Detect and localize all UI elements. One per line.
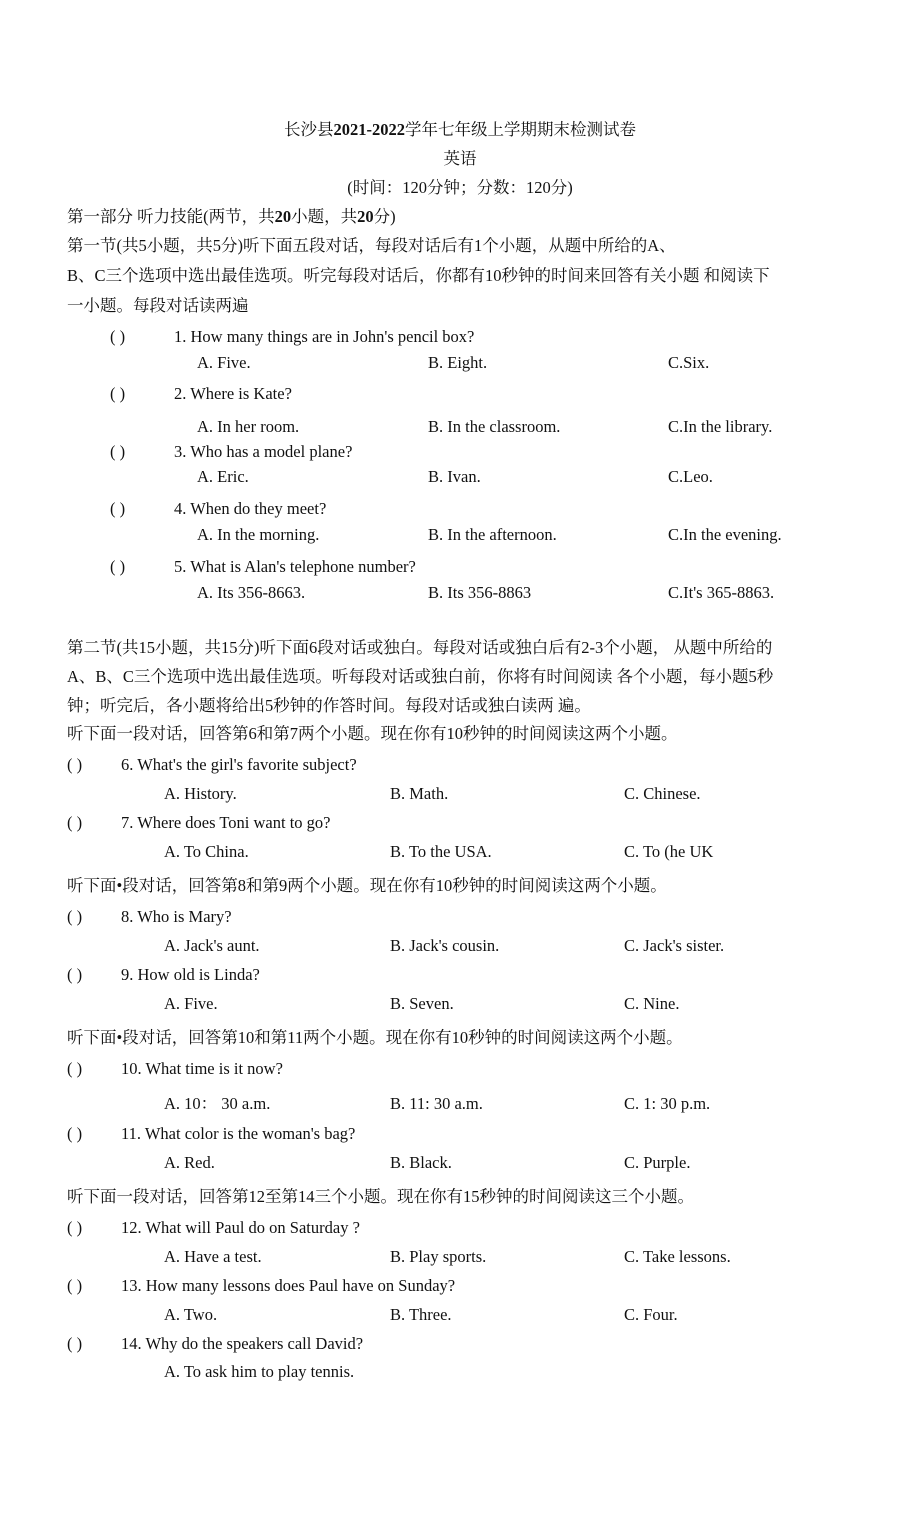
option-c: C. 1: 30 p.m. [624,1094,711,1113]
exam-subject: 英语 [443,149,477,168]
option-b: B. Three. [390,1305,452,1324]
question-stem: 4. When do they meet? [174,499,327,518]
option-c: C. Chinese. [624,784,701,803]
answer-bracket[interactable]: ( ) [110,442,126,461]
section1-intro-line: 一小题。每段对话读两遍 [67,296,249,315]
question-stem: 9. How old is Linda? [121,965,260,984]
option-c: C.In the evening. [668,525,782,544]
option-b: B. In the afternoon. [428,525,557,544]
option-a: A. Have a test. [164,1247,262,1266]
option-a: A. Eric. [197,467,249,486]
question-stem: 1. How many things are in John's pencil box? [174,327,475,346]
question-stem: 10. What time is it now? [121,1059,283,1078]
question-stem: 13. How many lessons does Paul have on Sunday? [121,1276,456,1295]
option-a: A. To China. [164,842,249,861]
question-stem: 3. Who has a model plane? [174,442,353,461]
option-b: B. Seven. [390,994,454,1013]
answer-bracket[interactable]: ( ) [67,907,83,926]
title-rest: 学年七年级上学期期末检测试卷 [405,120,636,139]
option-c: C. Four. [624,1305,678,1324]
option-b: B. In the classroom. [428,417,561,436]
part1-heading-pre: 第一部分 听力技能(两节，共 [67,207,275,226]
question-stem: 7. Where does Toni want to go? [121,813,331,832]
option-a: A. In the morning. [197,525,320,544]
answer-bracket[interactable]: ( ) [67,1334,83,1353]
part1-heading-num1: 20 [274,207,292,226]
option-c: C. Jack's sister. [624,936,725,955]
answer-bracket[interactable]: ( ) [110,557,126,576]
option-c: C. Take lessons. [624,1247,731,1266]
section2-intro-line: 第二节(共15小题，共15分)听下面6段对话或独白。每段对话或独白后有2-3个小题， 从题中所给的 [67,638,773,657]
option-a: A. To ask him to play tennis. [164,1362,355,1381]
option-a: A. Five. [164,994,218,1013]
answer-bracket[interactable]: ( ) [110,327,126,346]
answer-bracket[interactable]: ( ) [67,1218,83,1237]
option-c: C.It's 365-8863. [668,583,775,602]
dialog-intro: 听下面•段对话，回答第8和第9两个小题。现在你有10秒钟的时间阅读这两个小题。 [67,876,667,895]
option-a: A. Its 356-8663. [197,583,306,602]
question-stem: 12. What will Paul do on Saturday ? [121,1218,360,1237]
answer-bracket[interactable]: ( ) [110,499,126,518]
option-c: C.Six. [668,353,710,372]
option-c: C.Leo. [668,467,713,486]
option-b: B. Math. [390,784,449,803]
answer-bracket[interactable]: ( ) [110,384,126,403]
option-b: B. Jack's cousin. [390,936,500,955]
title-years: 2021-2022 [333,120,405,139]
option-a: A. Red. [164,1153,215,1172]
option-a: A. Five. [197,353,251,372]
exam-info: (时间：120分钟；分数：120分) [347,178,573,197]
part1-heading [67,207,396,227]
question-stem: 2. Where is Kate? [174,384,292,403]
title-county: 长沙县 [284,120,334,139]
part1-heading-num2: 20 [357,207,374,226]
question-stem: 5. What is Alan's telephone number? [174,557,416,576]
answer-bracket[interactable]: ( ) [67,965,83,984]
option-b: B. 11: 30 a.m. [390,1094,483,1113]
option-a: A. 10： 30 a.m. [164,1094,271,1113]
option-a: A. In her room. [197,417,300,436]
part1-heading-mid: 小题，共 [291,207,358,226]
option-a: A. Two. [164,1305,218,1324]
option-b: B. Ivan. [428,467,481,486]
section2-intro-line: A、B、C三个选项中选出最佳选项。听每段对话或独白前，你将有时间阅读 各个小题，每小题5秒 [67,667,774,686]
question-stem: 11. What color is the woman's bag? [121,1124,356,1143]
section2-intro-line: 钟；听完后，各小题将给出5秒钟的作答时间。每段对话或独白读两 遍。 [67,696,591,715]
option-a: A. Jack's aunt. [164,936,260,955]
answer-bracket[interactable]: ( ) [67,1276,83,1295]
option-c: C. Purple. [624,1153,691,1172]
answer-bracket[interactable]: ( ) [67,813,83,832]
exam-title [0,120,920,140]
option-b: B. Eight. [428,353,488,372]
question-stem: 6. What's the girl's favorite subject? [121,755,357,774]
option-a: A. History. [164,784,237,803]
option-b: B. Play sports. [390,1247,487,1266]
answer-bracket[interactable]: ( ) [67,755,83,774]
dialog-intro: 听下面一段对话，回答第6和第7两个小题。现在你有10秒钟的时间阅读这两个小题。 [67,724,678,743]
section1-intro-line: B、C三个选项中选出最佳选项。听完每段对话后，你都有10秒钟的时间来回答有关小题 和阅读下 [67,266,770,285]
option-c: C. To (he UK [624,842,714,861]
option-b: B. Its 356-8863 [428,583,532,602]
option-b: B. To the USA. [390,842,492,861]
option-b: B. Black. [390,1153,452,1172]
part1-heading-post: 分) [373,207,396,226]
section1-intro-line: 第一节(共5小题，共5分)听下面五段对话，每段对话后有1个小题，从题中所给的A、 [67,236,676,255]
question-stem: 8. Who is Mary? [121,907,232,926]
answer-bracket[interactable]: ( ) [67,1124,83,1143]
dialog-intro: 听下面一段对话，回答第12至第14三个小题。现在你有15秒钟的时间阅读这三个小题。 [67,1187,694,1206]
question-stem: 14. Why do the speakers call David? [121,1334,364,1353]
dialog-intro: 听下面•段对话，回答第10和第11两个小题。现在你有10秒钟的时间阅读这两个小题。 [67,1028,683,1047]
option-c: C. Nine. [624,994,680,1013]
answer-bracket[interactable]: ( ) [67,1059,83,1078]
option-c: C.In the library. [668,417,773,436]
